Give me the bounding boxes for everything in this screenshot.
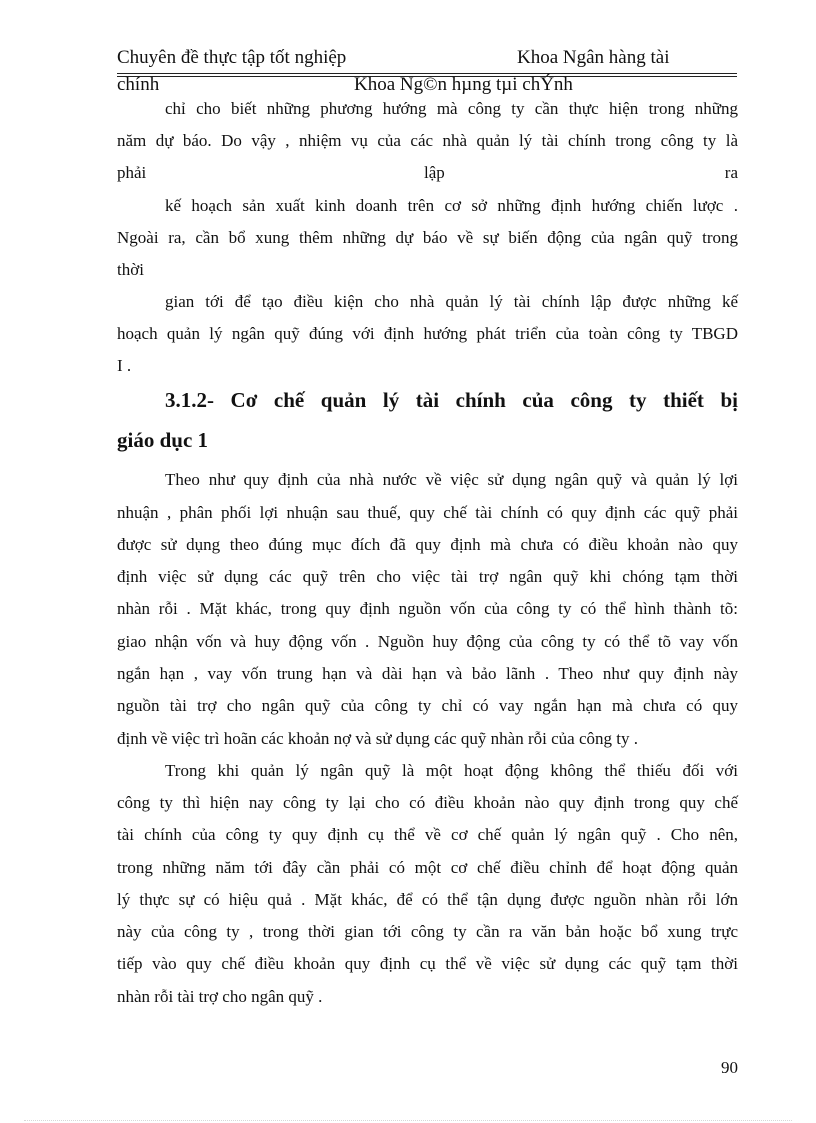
body-line: kế hoạch sản xuất kinh doanh trên cơ sở những định hướng chiến lược . [165,196,738,215]
header-title-left: Chuyên đề thực tập tốt nghiệp [117,47,347,68]
body-line: I . [117,356,132,375]
body-line: Theo như quy định của nhà nước về việc sử dụng ngân quỹ và quản lý lợi [165,470,738,489]
body-line: tài chính của công ty quy định cụ thể về cơ chế quản lý ngân quỹ . Cho nên, [117,825,738,844]
header-title-continuation: chính [117,74,160,95]
section-heading-continuation: giáo dục 1 [117,428,209,452]
body-line: chỉ cho biết những phương hướng mà công ty cần thực hiện trong những [165,99,738,118]
body-line: nguồn tài trợ cho ngân quỹ của công ty chỉ có vay ngắn hạn mà chưa có quy [117,696,738,715]
body-line: hoạch quản lý ngân quỹ đúng với định hướng phát triển của toàn công ty TBGD [117,324,738,343]
body-line: năm dự báo. Do vậy , nhiệm vụ của các nhà quản lý tài chính trong công ty là [117,131,738,150]
body-line: thời [117,260,144,279]
body-line: lý thực sự có hiệu quả . Mặt khác, để có thể tận dụng được nguồn nhàn rỗi lớn [117,890,738,909]
body-line: gian tới để tạo điều kiện cho nhà quản lý tài chính lập được những kế [165,292,738,311]
header-overlay-text: Khoa Ng©n hµng tµi chÝnh [354,74,573,95]
body-line: tiếp vào quy chế điều khoản quy định cụ thể về việc sử dụng các quỹ tạm thời [117,954,738,973]
body-line: này của công ty , trong thời gian tới công ty cần ra văn bản hoặc bổ xung trực [117,922,738,941]
body-line: nhàn rỗi . Mặt khác, trong quy định nguồn vốn của công ty có thể hình thành tõ: [117,599,738,618]
body-line: trong những năm tới đây cần phải có một cơ chế điều chỉnh để hoạt động quản [117,858,738,877]
body-word: phải [117,163,147,182]
body-line: Ngoài ra, cần bổ xung thêm những dự báo về sự biến động của ngân quỹ trong [117,228,738,247]
body-line: giao nhận vốn và huy động vốn . Nguồn huy động của công ty có thể tõ vay vốn [117,632,738,651]
section-heading: 3.1.2- Cơ chế quản lý tài chính của công ty thiết bị [165,388,738,412]
body-line: ngắn hạn , vay vốn trung hạn và dài hạn và bảo lãnh . Theo như quy định này [117,664,738,683]
body-word: lập [424,163,445,182]
body-word: ra [724,163,738,182]
page-number: 90 [721,1058,738,1077]
body-line: nhàn rỗi tài trợ cho ngân quỹ . [117,987,323,1006]
body-line: nhuận , phân phối lợi nhuận sau thuế, quy chế tài chính có quy định các quỹ phải [117,503,738,522]
body-line: công ty thì hiện nay công ty lại cho có điều khoản nào quy định trong quy chế [117,793,738,812]
page-bottom-border [24,1120,792,1121]
body-line: được sử dụng theo đúng mục đích đã quy định mà chưa có điều khoản nào quy [117,535,738,554]
body-line: định việc sử dụng các quỹ trên cho việc tài trợ ngân quỹ khi chóng tạm thời [117,567,738,586]
body-line: Trong khi quản lý ngân quỹ là một hoạt động không thể thiếu đối với [165,761,738,780]
body-line: định về việc trì hoãn các khoản nợ và sử dụng các quỹ nhàn rỗi của công ty . [117,729,638,748]
header-title-right: Khoa Ngân hàng tài [517,47,670,68]
